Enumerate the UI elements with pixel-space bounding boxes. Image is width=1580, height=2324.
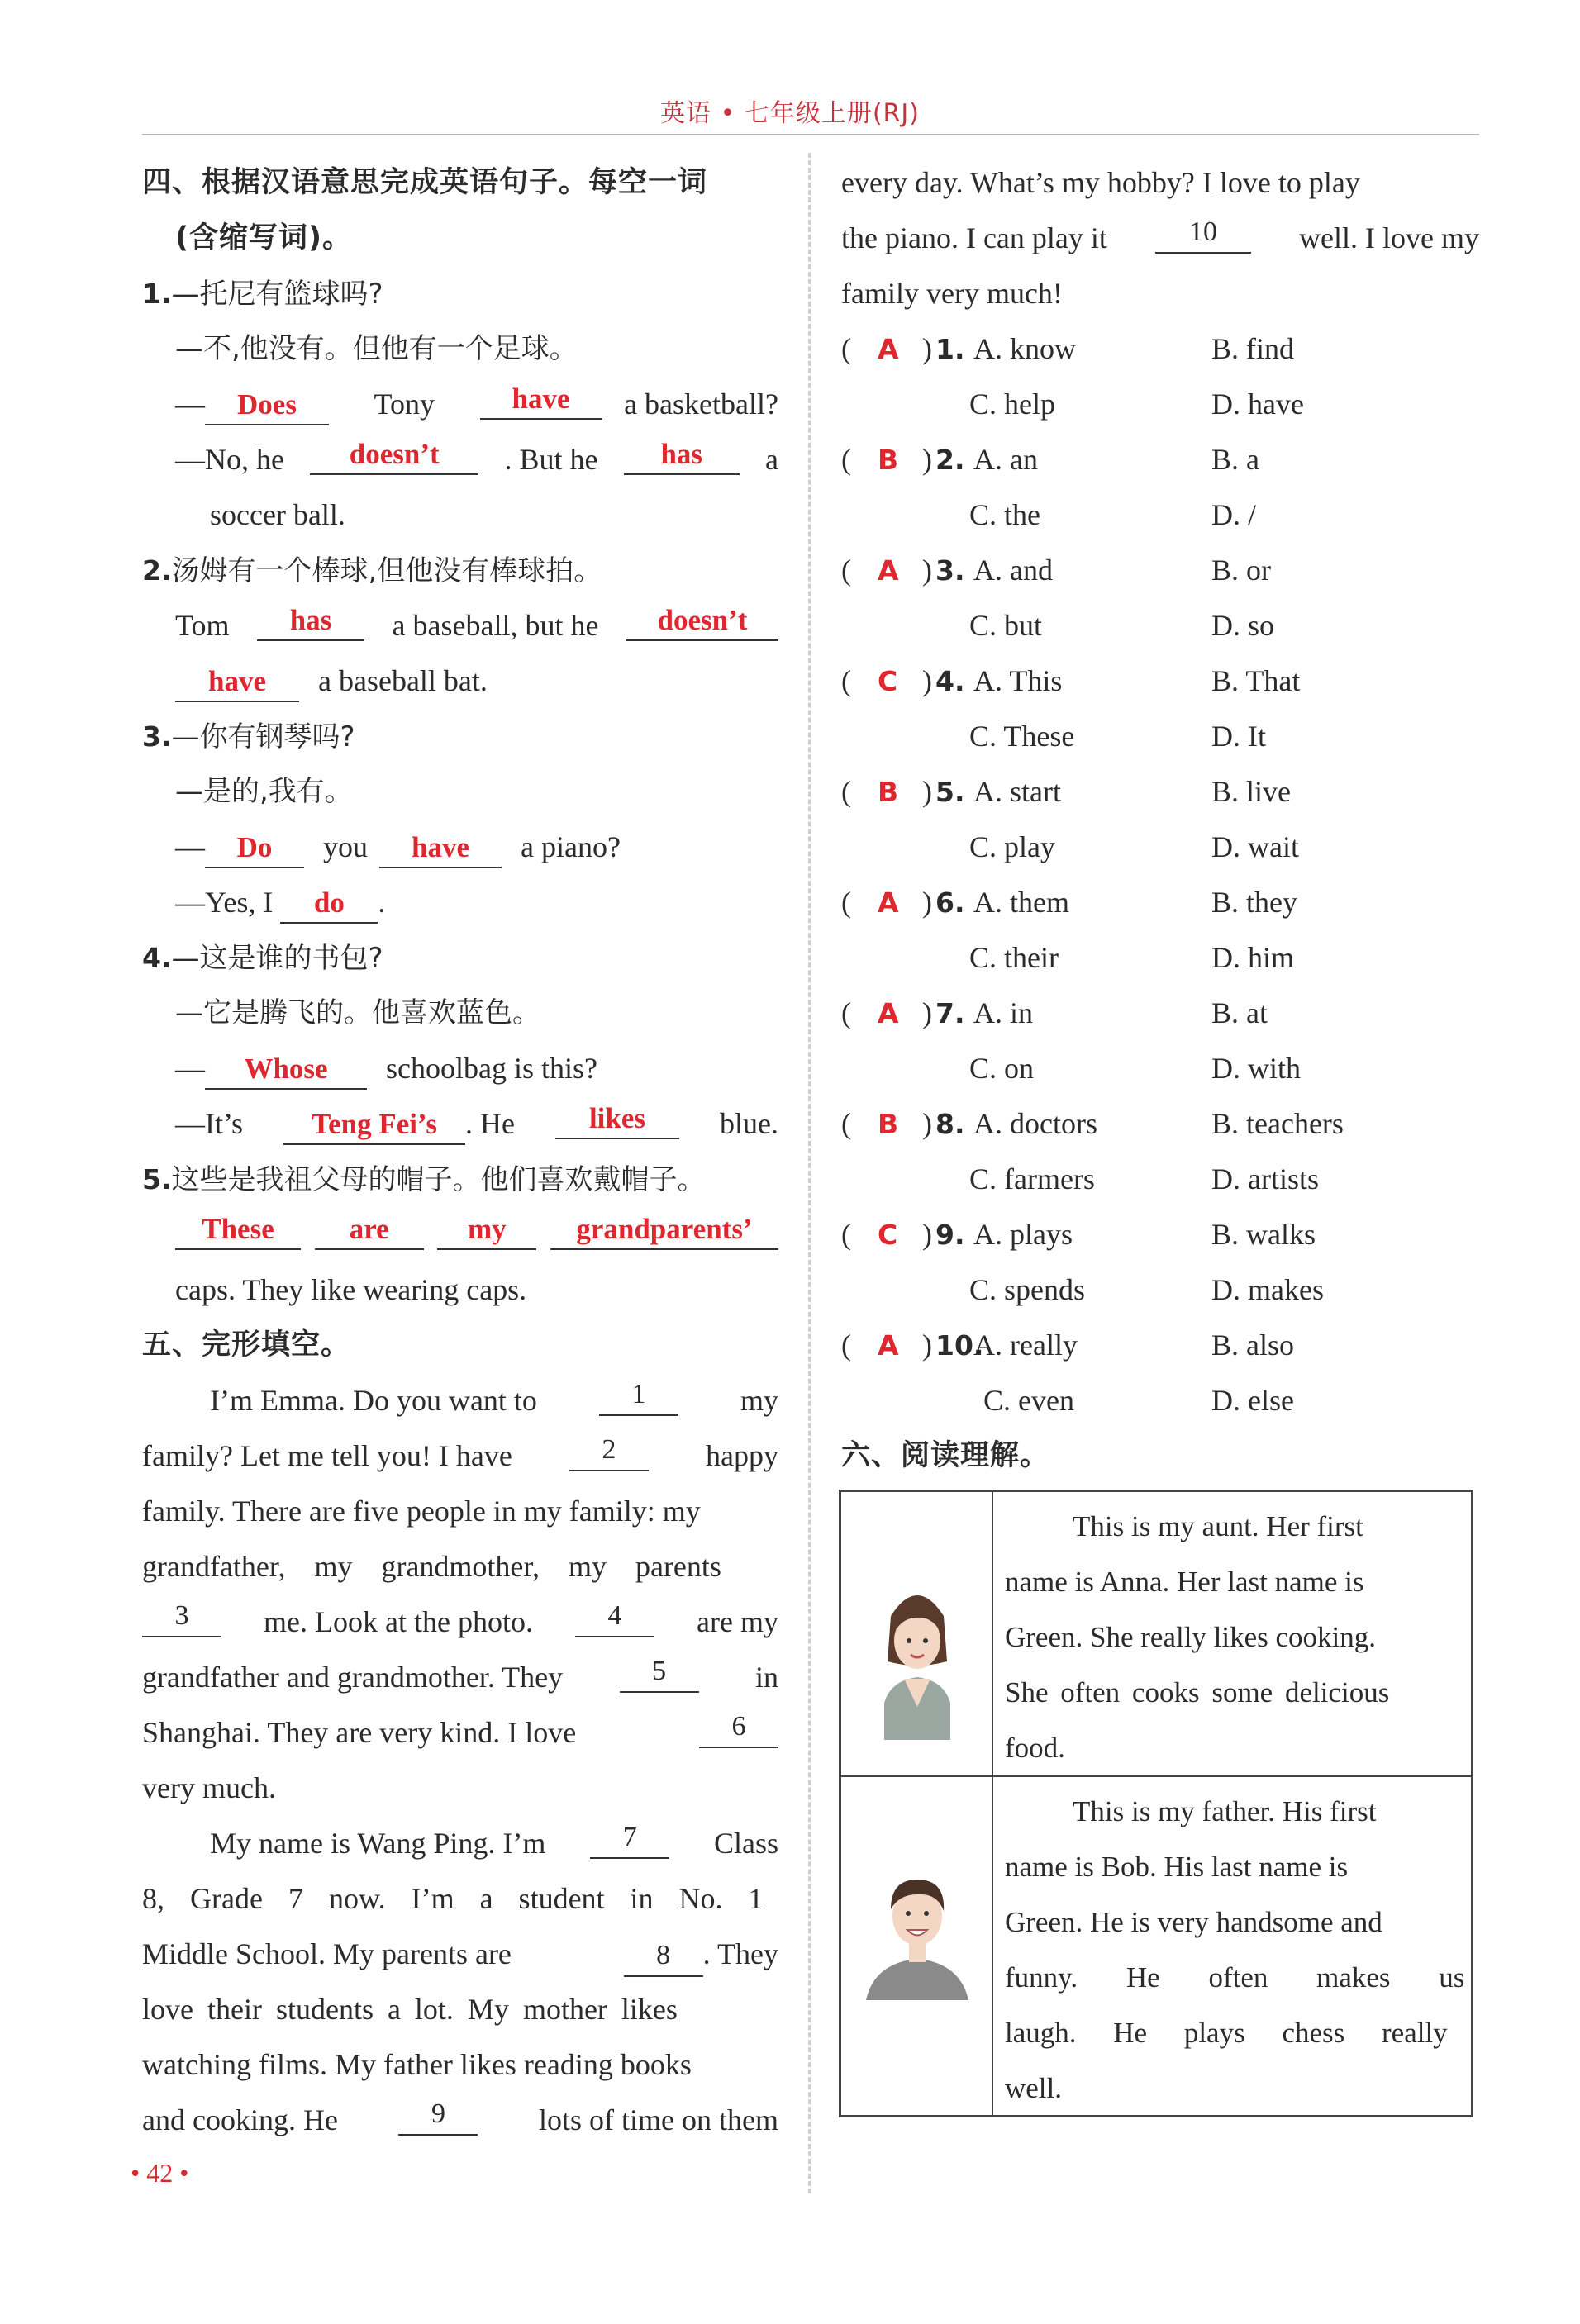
reading-row-father [841,1777,1471,2115]
q3-english-line-2 [142,875,778,930]
option-b: B. find [1211,332,1295,365]
answer-blank [280,881,378,924]
cloze-question-4-cd [841,709,1479,764]
selected-answer: B [878,1108,899,1140]
passage-text: . They [702,1937,778,1970]
option-c: C. help [969,387,1055,421]
cloze-question-2 [841,432,1479,487]
reading-line: Green. He is very handsome and [1005,1906,1382,1938]
q5-english-line-1 [142,1207,778,1262]
left-column [142,155,778,2148]
option-b: B. at [1211,996,1268,1029]
option-b: B. also [1211,1328,1295,1362]
q1-english-line-2 [142,432,778,487]
selected-answer: B [878,776,899,808]
cloze-blank-6: 6 [699,1705,778,1748]
answer-text: doesn’t [349,438,440,470]
cloze-passage-1 [142,1373,778,1816]
father-portrait-icon [841,1777,993,2115]
q3-english-line-1 [142,820,778,875]
cloze-blank-1: 1 [599,1373,678,1416]
option-b: B. live [1211,775,1291,808]
dash: — [175,830,205,863]
q4-zh1: —这是谁的书包? [171,942,383,975]
reading-line: laugh. He plays chess really [1005,2017,1448,2049]
option-d: D. have [1211,387,1304,421]
selected-answer: A [878,333,899,365]
passage-line: very much. [142,1771,276,1804]
aunt-text [1005,1499,1459,1775]
sentence-text: Tom [175,609,230,642]
q1-chinese-2: —不,他没有。但他有一个足球。 [175,332,578,365]
q2-zh: 汤姆有一个棒球,但他没有棒球拍。 [171,554,602,587]
option-c: C. on [969,1052,1035,1085]
reading-line: food. [1005,1732,1065,1764]
q5-zh: 这些是我祖父母的帽子。他们喜欢戴帽子。 [171,1163,706,1196]
question-number: 8. [935,1108,965,1140]
option-a: A. really [973,1328,1078,1362]
answer-text: has [289,604,332,636]
q5-english-line-2: caps. They like wearing caps. [175,1273,527,1306]
passage-line [841,211,1479,266]
answer-text: These [202,1213,274,1245]
answer-text: Whose [244,1053,328,1085]
passage-text: happy [706,1439,778,1472]
answer-blank [175,1207,301,1250]
question-number: 1. [935,333,965,365]
option-d: D. him [1211,941,1295,974]
cloze-question-9 [841,1207,1479,1262]
option-b: B. or [1211,554,1271,587]
option-d: D. else [1211,1384,1294,1417]
answer-text: my [467,1213,507,1245]
section4-title: 四、根据汉语意思完成英语句子。每空一词 [142,166,708,199]
answer-text: do [313,886,345,919]
answer-blank [437,1207,536,1250]
selected-answer: B [878,444,899,476]
question-number: 2. [935,444,965,476]
sentence-text: blue. [720,1107,778,1140]
q3-chinese-1 [142,709,778,764]
answer-blank [205,383,329,425]
passage-line [142,2093,778,2148]
paren-open: ( [841,443,851,476]
option-c: C. the [969,498,1040,531]
option-a: A. in [973,996,1033,1029]
cloze-question-1-cd [841,377,1479,432]
reading-table [839,1490,1473,2117]
aunt-picture-cell [841,1492,993,1775]
paren-open: ( [841,1328,851,1362]
passage-text: the piano. I can play it [841,221,1107,254]
answer-text: doesn’t [657,604,748,636]
column-divider [808,153,811,2193]
answer-blank [205,825,304,868]
paren-open: ( [841,664,851,697]
q4-english-line-2 [142,1096,778,1152]
reading-line: This is my aunt. Her first [1073,1510,1363,1542]
option-c: C. their [969,941,1059,974]
reading-line: well. [1005,2072,1063,2104]
sentence-text: —It’s [175,1107,244,1140]
q1-chinese-1 [142,266,778,321]
question-number: 5. [935,776,965,808]
answer-blank [550,1207,778,1250]
cloze-question-4 [841,653,1479,709]
cloze-blank-9: 9 [398,2093,478,2136]
selected-answer: C [878,665,898,697]
paren-close: ) [922,1107,932,1140]
answer-blank [257,598,364,641]
page-number: • 42 • [131,2158,189,2188]
option-d: D. / [1211,498,1256,531]
passage-text: Shanghai. They are very kind. I love [142,1716,577,1749]
passage-text: are my [697,1605,778,1638]
passage-line: watching films. My father likes reading books [142,2048,692,2081]
option-a: A. them [973,886,1069,919]
passage-text: My name is Wang Ping. I’m [210,1827,546,1860]
option-b: B. That [1211,664,1301,697]
question-number: 6. [935,886,965,919]
cloze-question-9-cd [841,1262,1479,1318]
cloze-question-3-cd [841,598,1479,653]
passage-line [142,1927,778,1982]
selected-answer: A [878,886,899,919]
option-b: B. walks [1211,1218,1316,1251]
answer-text: likes [588,1102,646,1134]
paren-open: ( [841,886,851,919]
passage-text: lots of time on them [539,2103,778,2136]
option-d: D. It [1211,720,1266,753]
passage-line [142,1373,778,1428]
reading-line: This is my father. His first [1073,1795,1377,1827]
question-number: 4. [935,665,965,697]
option-d: D. so [1211,609,1275,642]
option-b: B. a [1211,443,1259,476]
answer-blank [555,1096,679,1139]
paren-close: ) [922,1328,932,1362]
option-d: D. wait [1211,830,1299,863]
option-c: C. farmers [969,1162,1095,1195]
q5-number: 5. [142,1163,172,1195]
cloze-question-7-cd [841,1041,1479,1096]
answer-blank [310,432,478,475]
section5-title: 五、完形填空。 [142,1328,351,1362]
dash: — [175,1052,205,1085]
cloze-blank-7: 7 [590,1816,669,1859]
selected-answer: C [878,1219,898,1251]
cloze-blank-10: 10 [1155,211,1251,254]
cloze-question-5-cd [841,820,1479,875]
paren-close: ) [922,443,932,476]
father-text [1005,1784,1465,2116]
answer-blank [624,432,740,475]
sentence-text: you [323,830,368,863]
reading-line: funny. He often makes us [1005,1961,1465,1994]
passage-text: me. Look at the photo. [264,1605,533,1638]
q5-chinese [142,1152,778,1207]
cloze-question-8 [841,1096,1479,1152]
q4-chinese-1 [142,930,778,986]
right-column [841,155,1479,1484]
section6-title: 六、阅读理解。 [841,1439,1050,1472]
option-d: D. with [1211,1052,1301,1085]
sentence-text: schoolbag is this? [386,1052,597,1085]
selected-answer: A [878,997,899,1029]
paren-open: ( [841,1107,851,1140]
passage-text: Middle School. My parents are [142,1937,512,1970]
q4-chinese-2: —它是腾飞的。他喜欢蓝色。 [175,996,540,1029]
cloze-passage-2 [142,1816,778,2148]
answer-blank [379,825,502,868]
answer-text: Do [236,831,273,863]
cloze-blank-4: 4 [575,1594,654,1637]
option-c: C. but [969,609,1043,642]
section4-title-cont: (含缩写词)。 [175,221,352,254]
passage-line: 8, Grade 7 now. I’m a student in No. 1 [142,1882,764,1915]
reading-line: name is Anna. Her last name is [1005,1566,1364,1598]
option-c: C. play [969,830,1055,863]
sentence-text: a basketball? [624,387,778,421]
option-c: C. These [969,720,1075,753]
passage-text: grandfather and grandmother. They [142,1661,564,1694]
option-a: A. and [973,554,1053,587]
reading-row-aunt [841,1492,1471,1777]
passage-line [142,1705,778,1761]
passage-line [142,1594,778,1650]
cloze-question-8-cd [841,1152,1479,1207]
q1-english-line-3: soccer ball. [210,498,345,531]
cloze-question-1 [841,321,1479,377]
cloze-blank-2: 2 [569,1428,649,1471]
q4-english-line-1 [142,1041,778,1096]
header-rule [142,134,1479,135]
option-a: A. start [973,775,1061,808]
answer-text: Does [237,388,297,421]
cloze-question-6-cd [841,930,1479,986]
passage-line [142,1428,778,1484]
dash: — [175,387,205,421]
cloze-question-10 [841,1318,1479,1373]
cloze-questions [841,321,1479,1428]
sentence-text: a piano? [521,830,621,863]
paren-close: ) [922,886,932,919]
answer-text: grandparents’ [576,1213,753,1245]
q2-english-line-2 [142,653,778,709]
sentence-text: . [378,886,386,919]
cloze-question-10-cd [841,1373,1479,1428]
selected-answer: A [878,1329,899,1362]
cloze-passage-3 [841,155,1479,321]
paren-open: ( [841,554,851,587]
answer-blank [283,1102,465,1145]
option-d: D. makes [1211,1273,1324,1306]
question-number: 3. [935,554,965,587]
passage-line [142,1650,778,1705]
cloze-question-5 [841,764,1479,820]
paren-open: ( [841,996,851,1029]
answer-text: have [412,831,469,863]
q3-zh1: —你有钢琴吗? [171,720,355,753]
paren-close: ) [922,996,932,1029]
answer-text: have [208,665,266,697]
cloze-question-2-cd [841,487,1479,543]
answer-text: Teng Fei’s [312,1108,438,1140]
option-a: A. doctors [973,1107,1097,1140]
option-d: D. artists [1211,1162,1319,1195]
sentence-text: —Yes, I [175,886,274,919]
q1-zh1: —托尼有篮球吗? [171,278,383,311]
passage-line: love their students a lot. My mother likes [142,1993,678,2026]
cloze-blank-8: 8 [624,1934,703,1977]
passage-line [142,1816,778,1871]
q1-english-line-1 [142,377,778,432]
q2-chinese [142,543,778,598]
selected-answer: A [878,554,899,587]
passage-line: family. There are five people in my family: my [142,1495,701,1528]
q2-number: 2. [142,554,172,587]
paren-close: ) [922,332,932,365]
cloze-question-6 [841,875,1479,930]
cloze-question-3 [841,543,1479,598]
q4-number: 4. [142,942,172,974]
reading-line: Green. She really likes cooking. [1005,1621,1377,1653]
option-b: B. teachers [1211,1107,1344,1140]
question-number: 7. [935,997,965,1029]
passage-line: grandfather, my grandmother, my parents [142,1550,721,1583]
passage-text: and cooking. He [142,2103,338,2136]
reading-line: name is Bob. His last name is [1005,1851,1349,1883]
option-a: A. plays [973,1218,1073,1251]
option-a: A. This [973,664,1063,697]
paren-open: ( [841,332,851,365]
paren-close: ) [922,664,932,697]
paren-open: ( [841,1218,851,1251]
passage-text: Class [713,1827,778,1860]
sentence-text: a [764,443,778,476]
q1-number: 1. [142,278,172,310]
reading-line: She often cooks some delicious [1005,1676,1390,1709]
answer-blank [480,377,602,420]
answer-blank [175,659,299,702]
answer-text: has [660,438,703,470]
passage-text: in [754,1661,778,1694]
option-b: B. they [1211,886,1297,919]
passage-text: I’m Emma. Do you want to [210,1384,537,1417]
father-picture-cell [841,1777,993,2115]
sentence-text: . But he [504,443,598,476]
cloze-blank-3: 3 [142,1594,221,1637]
answer-text: are [349,1213,389,1245]
option-a: A. know [973,332,1076,365]
paren-close: ) [922,1218,932,1251]
option-a: A. an [973,443,1038,476]
aunt-portrait-icon [841,1492,993,1777]
running-header: 英语 • 七年级上册(RJ) [660,99,920,128]
sentence-text: a baseball bat. [318,664,488,697]
question-number: 9. [935,1219,965,1251]
option-c: C. spends [969,1273,1086,1306]
paren-close: ) [922,775,932,808]
q2-english-line-1 [142,598,778,653]
passage-text: well. I love my [1299,221,1479,254]
passage-line: family very much! [841,277,1063,310]
answer-blank [626,598,778,641]
q3-number: 3. [142,720,172,753]
cloze-blank-5: 5 [620,1650,699,1693]
option-c: C. even [983,1384,1074,1417]
answer-blank [315,1207,424,1250]
passage-line: every day. What’s my hobby? I love to play [841,166,1360,199]
sentence-text: —No, he [175,443,284,476]
cloze-question-7 [841,986,1479,1041]
answer-blank [205,1047,367,1090]
question-number: 10. [935,1329,984,1362]
answer-text: have [512,383,570,415]
sentence-text: . He [465,1107,515,1140]
sentence-text: a baseball, but he [392,609,599,642]
sentence-text: Tony [374,387,435,421]
passage-text: my [740,1384,778,1417]
passage-text: family? Let me tell you! I have [142,1439,512,1472]
paren-close: ) [922,554,932,587]
paren-open: ( [841,775,851,808]
q3-chinese-2: —是的,我有。 [175,775,353,808]
